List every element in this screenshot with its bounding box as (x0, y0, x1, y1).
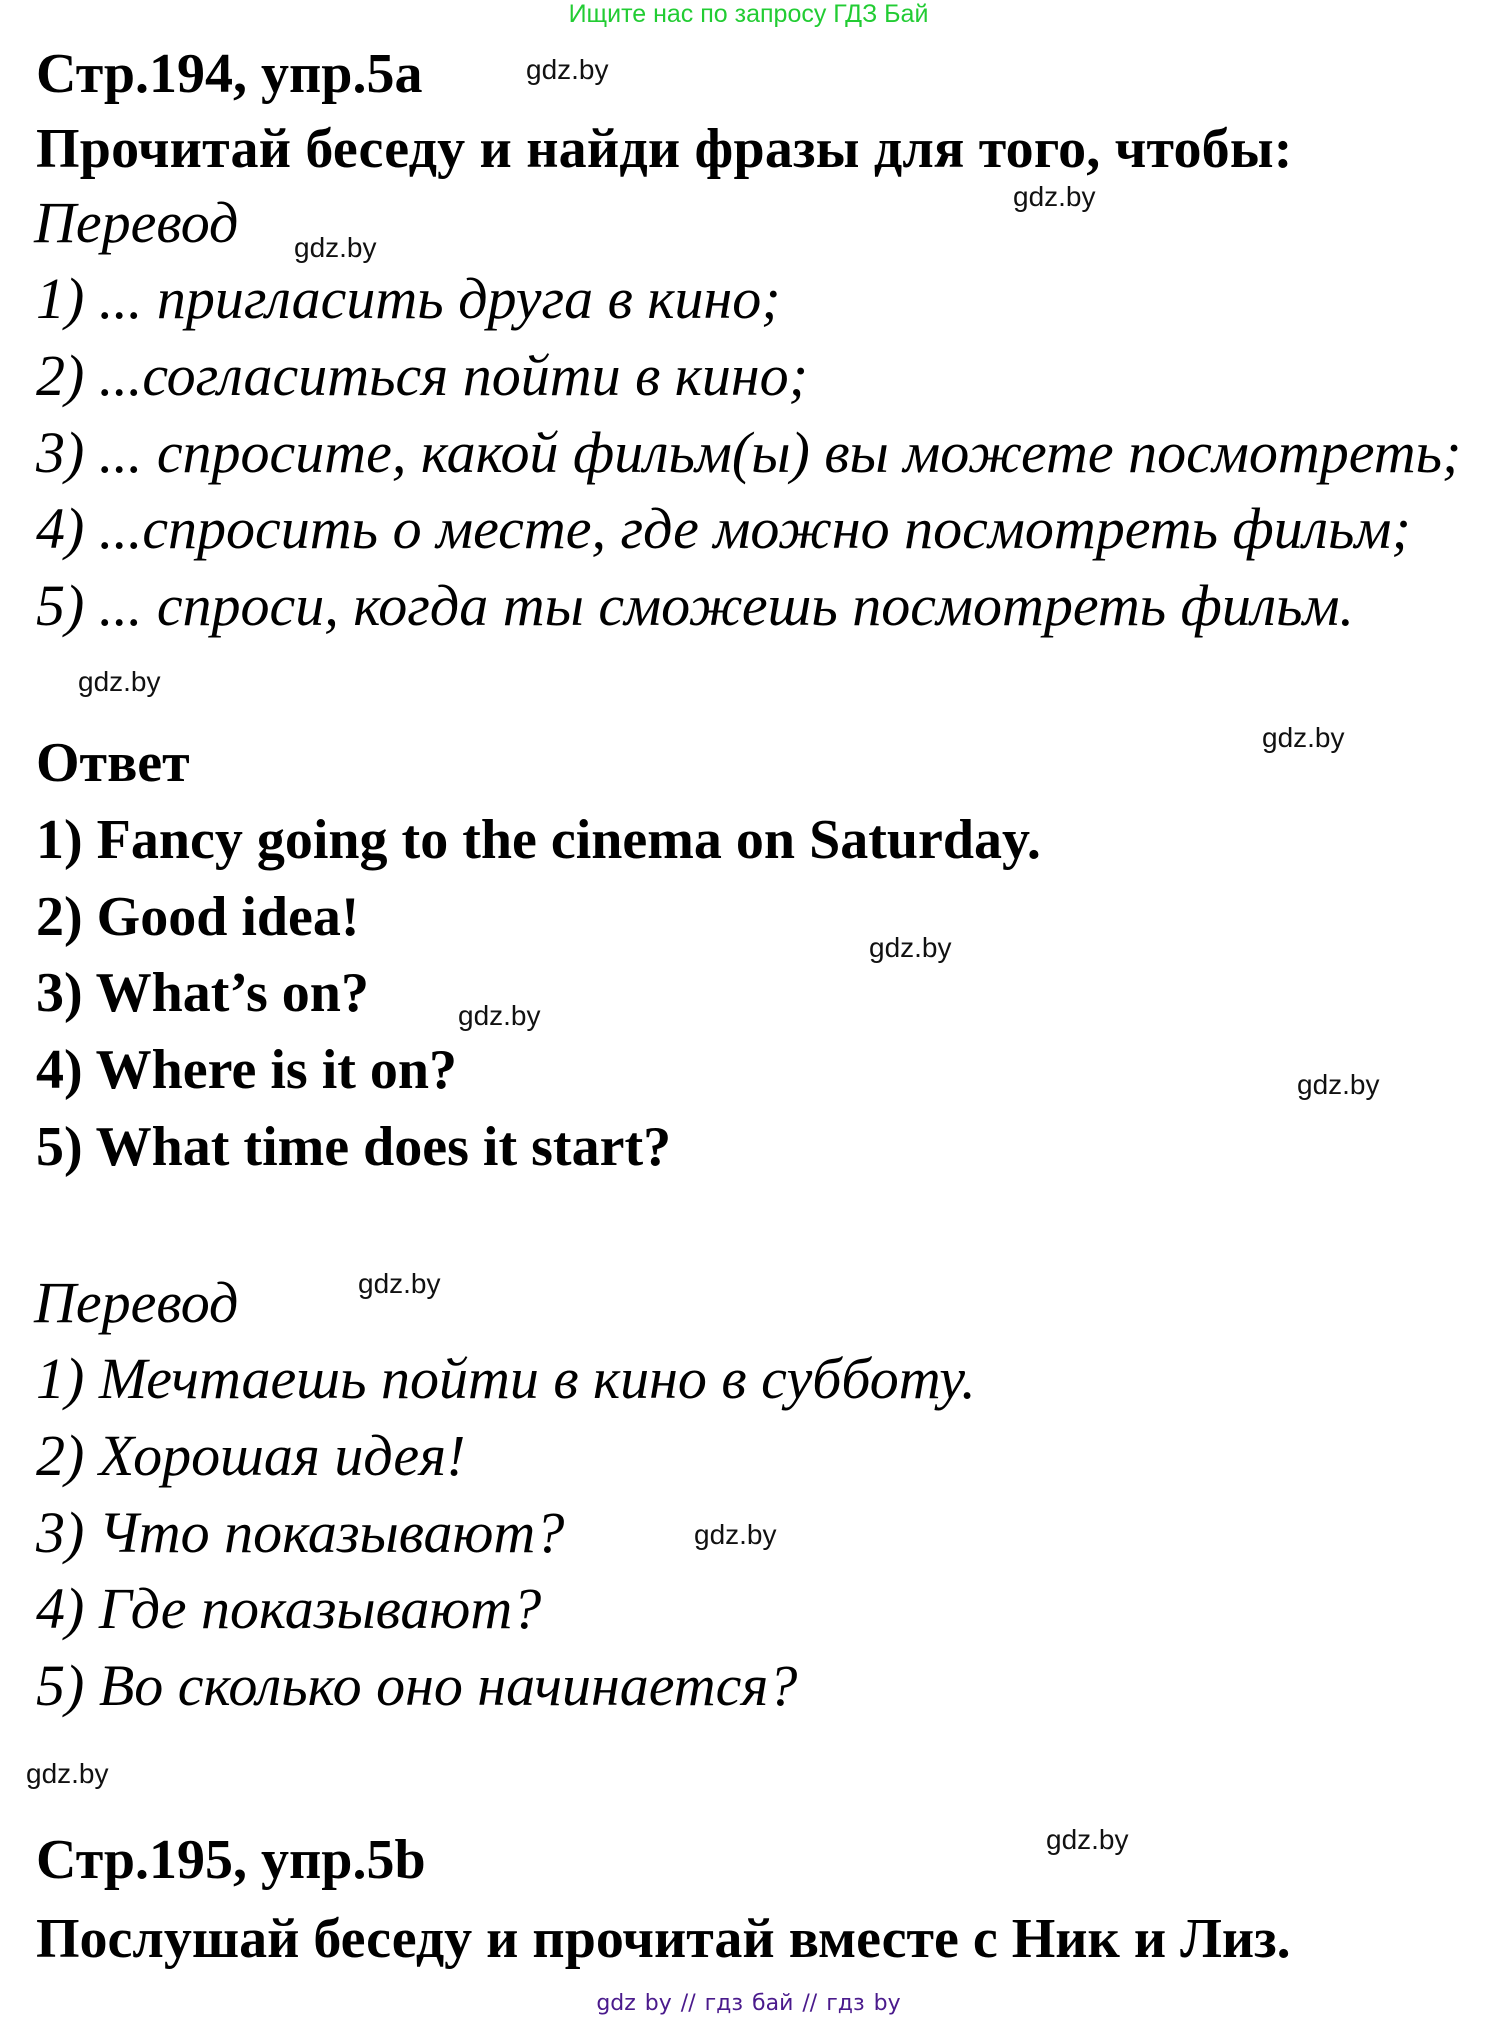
watermark: gdz.by (294, 232, 377, 263)
exercise-5b-title: Стр.195, упр.5b (36, 1829, 426, 1891)
task-translation-item-3: 3) ... спросите, какой фильм(ы) вы можете посмотреть; (36, 420, 1462, 485)
watermark: gdz.by (694, 1519, 777, 1550)
search-us-banner[interactable]: Ищите нас по запросу ГДЗ Бай (568, 0, 929, 28)
watermark: gdz.by (1297, 1069, 1380, 1100)
answer-item-3: 3) What’s on? (36, 962, 369, 1024)
watermark: gdz.by (1262, 722, 1345, 753)
answer-translation-item-2: 2) Хорошая идея! (36, 1423, 466, 1488)
task-translation-item-4: 4) ...спросить о месте, где можно посмотреть фильм; (36, 496, 1411, 561)
watermark: gdz.by (358, 1268, 441, 1299)
watermark: gdz.by (26, 1758, 109, 1789)
answer-item-4: 4) Where is it on? (36, 1039, 458, 1101)
answer-translation-label: Перевод (34, 1270, 239, 1335)
task-translation-label: Перевод (34, 190, 239, 255)
answer-translation-item-3: 3) Что показывают? (36, 1500, 565, 1565)
answer-translation-item-5: 5) Во сколько оно начинается? (36, 1653, 798, 1718)
watermark: gdz.by (869, 932, 952, 963)
watermark: gdz.by (78, 666, 161, 697)
watermark: gdz.by (1046, 1824, 1129, 1855)
exercise-5a-title: Стр.194, упр.5a (36, 43, 423, 105)
watermark: gdz.by (1013, 181, 1096, 212)
answer-item-2: 2) Good idea! (36, 886, 360, 948)
exercise-5b-task: Послушай беседу и прочитай вместе с Ник и Лиз. (36, 1908, 1291, 1970)
answer-item-1: 1) Fancy going to the cinema on Saturday. (36, 809, 1041, 871)
task-translation-item-5: 5) ... спроси, когда ты сможешь посмотреть фильм. (36, 573, 1355, 638)
answer-label: Ответ (36, 732, 190, 794)
answer-translation-item-1: 1) Мечтаешь пойти в кино в субботу. (36, 1346, 976, 1411)
watermark: gdz.by (458, 1000, 541, 1031)
answer-item-5: 5) What time does it start? (36, 1116, 672, 1178)
exercise-5a-task: Прочитай беседу и найди фразы для того, чтобы: (36, 118, 1293, 180)
site-links-footer[interactable]: gdz by // гдз бай // гдз by (596, 1991, 901, 2016)
task-translation-item-1: 1) ... пригласить друга в кино; (36, 266, 781, 331)
task-translation-item-2: 2) ...согласиться пойти в кино; (36, 343, 808, 408)
answer-translation-item-4: 4) Где показывают? (36, 1576, 542, 1641)
watermark: gdz.by (526, 54, 609, 85)
